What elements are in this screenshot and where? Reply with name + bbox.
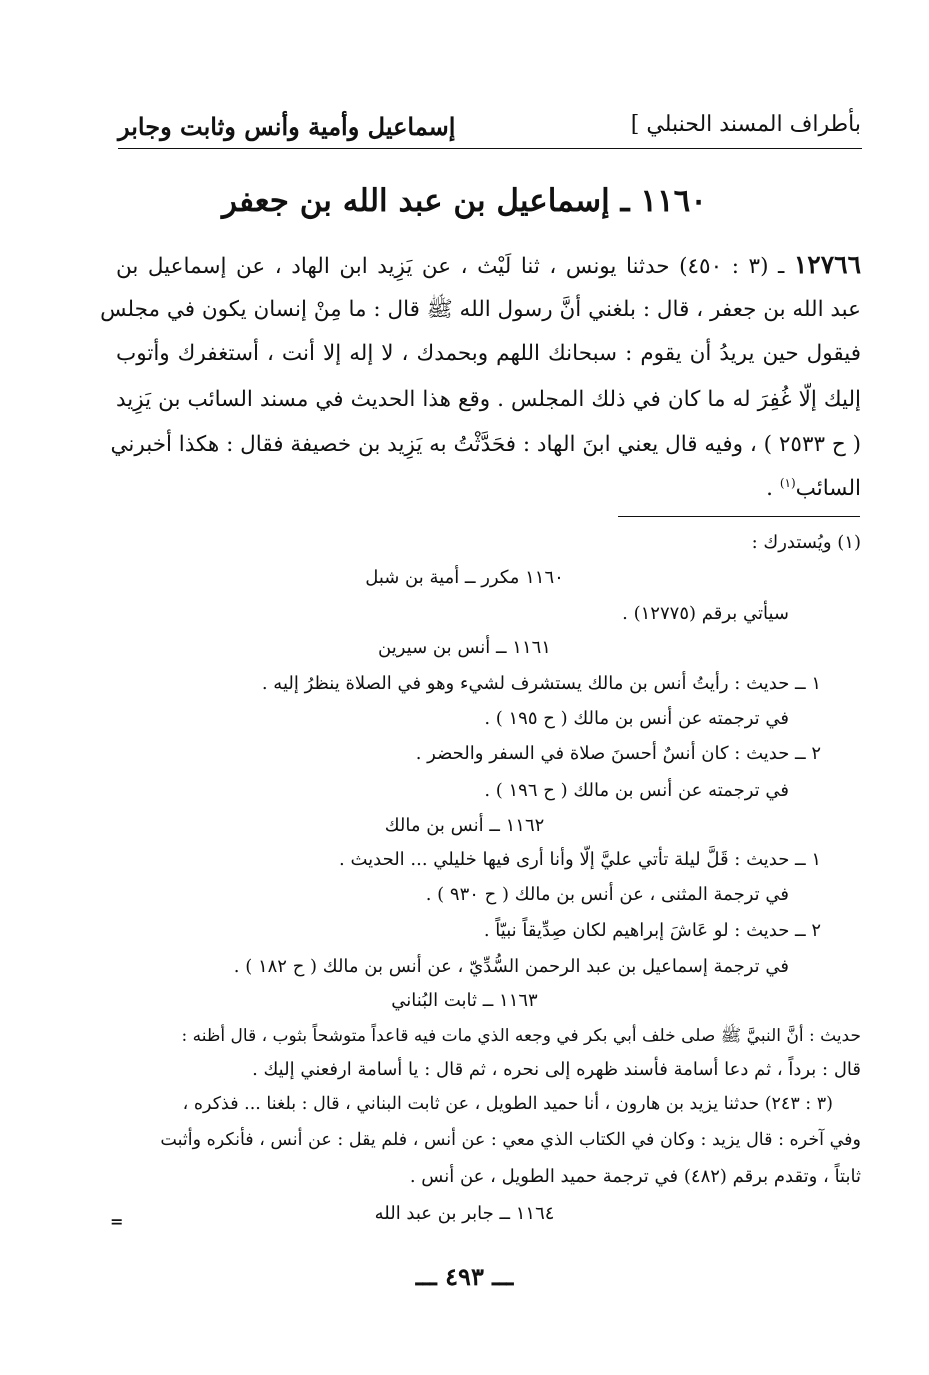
footnote-heading: ١١٦٠ مكرر ــ أمية بن شبل — [365, 567, 564, 588]
hadith-line-6-text: السائب — [795, 476, 861, 502]
hadith-line-1-text: ـ (٣ : ٤٥٠) حدثنا يونس ، ثنا لَيْث ، عن يَزِيد ابن الهاد ، عن إسماعيل بن — [116, 254, 794, 279]
footnote-line: (٣ : ٢٤٣) حدثنا يزيد بن هارون ، أنا حميد الطويل ، عن ثابت البناني ، قال : بلغنا ... فذكره ، — [182, 1094, 833, 1114]
footnote-line: سيأتي برقم (١٢٧٧٥) . — [622, 603, 789, 624]
running-header-section-names: إسماعيل وأمية وأنس وثابت وجابر — [118, 112, 456, 141]
footnote-line: حديث : أنَّ النبيَّ ﷺ صلى خلف أبي بكر في وجعه الذي مات فيه قاعداً متوشحاً بثوب ، قال أظنه : — [181, 1026, 861, 1046]
footnote-rule — [618, 516, 860, 517]
footnote-line: في ترجمة إسماعيل بن عبد الرحمن السُّدِّيّ ، عن أنس بن مالك ( ح ١٨٢ ) . — [233, 956, 789, 977]
hadith-line-1 — [116, 250, 861, 279]
hadith-line-5: ( ح ٢٥٣٣ ) ، وفيه قال يعني ابنَ الهاد : فحَدَّثْتُ به يَزِيد بن خصيفة فقال : هكذا أخبرني — [110, 432, 861, 457]
continuation-mark: = — [110, 1212, 124, 1231]
hadith-line-6 — [766, 476, 861, 501]
footnote-heading: ١١٦١ ــ أنس بن سيرين — [378, 637, 551, 658]
footnote-line: وفي آخره : قال يزيد : وكان في الكتاب الذي معي : عن أنس ، فلم يقل : عن أنس ، فأنكره وأثبت — [160, 1130, 861, 1150]
footnote-intro: (١) ويُستدرك : — [751, 532, 861, 553]
footnote-ref: (١) — [779, 476, 796, 490]
footnote-line: في ترجمته عن أنس بن مالك ( ح ١٩٦ ) . — [484, 780, 789, 801]
footnote-line: ١ ــ حديث : رأيتُ أنس بن مالك يستشرف لشيء وهو في الصلاة ينظرُ إليه . — [261, 673, 821, 694]
hadith-line-2: عبد الله بن جعفر ، قال : بلغني أنَّ رسول الله ﷺ قال : ما مِنْ إنسان يكون في مجلس — [100, 297, 861, 322]
footnote-heading: ١١٦٣ ــ ثابت البُناني — [391, 990, 538, 1011]
hadith-line-3: فيقول حين يريدُ أن يقوم : سبحانك اللهم وبحمدك ، لا إله إلا أنت ، أستغفرك وأتوب — [116, 341, 861, 366]
hadith-number: ١٢٧٦٦ — [793, 250, 862, 279]
footnote-line: ثابتاً ، وتقدم برقم (٤٨٢) في ترجمة حميد الطويل ، عن أنس . — [409, 1166, 861, 1187]
footnote-line: في ترجمة المثنى ، عن أنس بن مالك ( ح ٩٣٠ ) . — [425, 884, 789, 905]
hadith-line-6-end: . — [766, 476, 780, 502]
footnote-heading: ١١٦٤ ــ جابر بن عبد الله — [374, 1203, 555, 1224]
header-rule — [118, 148, 862, 149]
footnote-heading: ١١٦٢ ــ أنس بن مالك — [384, 815, 545, 836]
page-number: ـــ ٤٩٣ ـــ — [415, 1262, 514, 1291]
footnote-line: ٢ ــ حديث : كان أنسٌ أحسنَ صلاة في السفر والحضر . — [415, 743, 821, 764]
chapter-title: ١١٦٠ ـ إسماعيل بن عبد الله بن جعفر — [222, 183, 707, 219]
hadith-line-4: إليك إلّا غُفِرَ له ما كان في ذلك المجلس . وقع هذا الحديث في مسند السائب بن يَزِيد — [116, 387, 861, 412]
footnote-line: قال : برداً ، ثم دعا أسامة فأسند ظهره إلى نحره ، ثم قال : يا أسامة ارفعني إليك . — [252, 1059, 861, 1080]
running-header-book-title: بأطراف المسند الحنبلي ] — [630, 112, 861, 137]
footnote-line: ٢ ــ حديث : لو عَاشَ إبراهيم لكان صِدِّيقاً نبيّاً . — [483, 920, 821, 941]
footnote-line: ١ ــ حديث : قَلَّ ليلة تأتي عليَّ إلّا وأنا أرى فيها خليلي ... الحديث . — [339, 849, 821, 870]
footnote-line: في ترجمته عن أنس بن مالك ( ح ١٩٥ ) . — [484, 708, 789, 729]
